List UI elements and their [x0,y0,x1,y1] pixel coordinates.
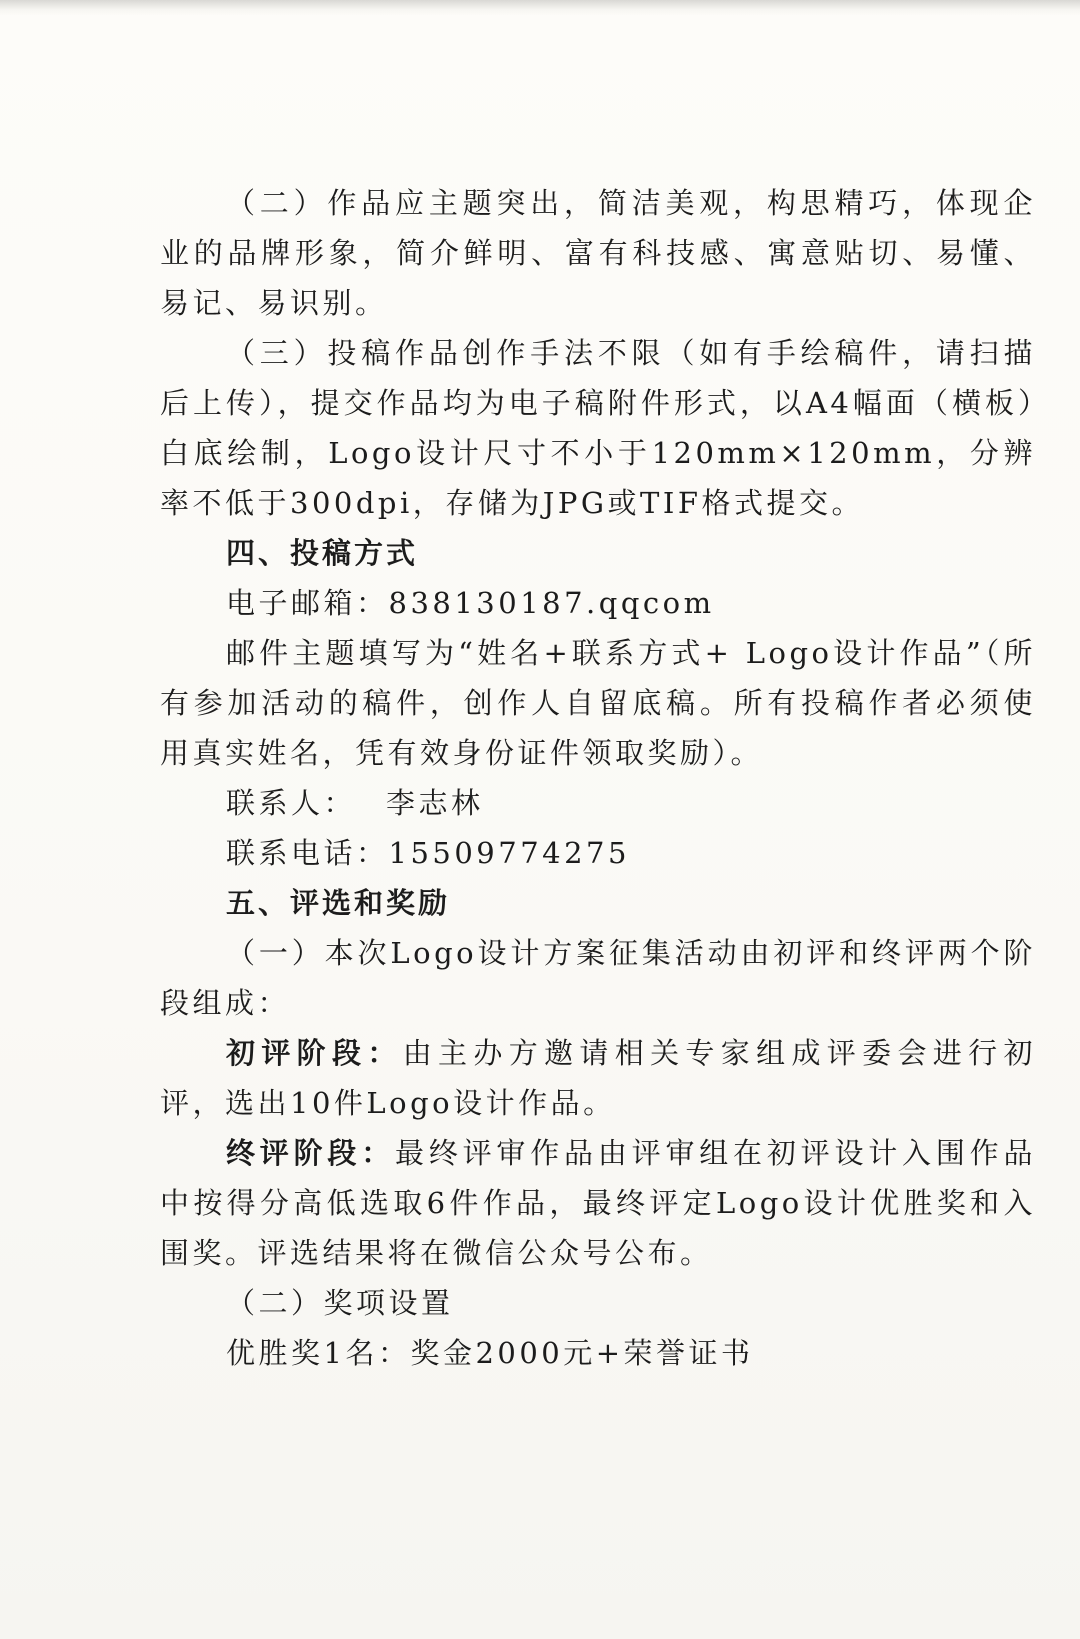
final-review-label: 终评阶段： [226,1136,396,1170]
initial-review-label: 初评阶段： [226,1036,403,1070]
paragraph-section3-item2: （二）作品应主题突出，简洁美观，构思精巧，体现企业的品牌形象，简介鲜明、富有科技感、寓意贴切、易懂、易记、易识别。 [160,186,1036,320]
final-review-paragraph [160,1128,1036,1278]
paragraph-section5-item2: （二）奖项设置 [226,1286,454,1320]
email-subject-paragraph: 邮件主题填写为“姓名+联系方式+ Logo设计作品”（所有参加活动的稿件，创作人自留底稿。所有投稿作者必须使用真实姓名，凭有效身份证件领取奖励）。 [160,636,1036,770]
scan-edge-shadow [0,0,1080,16]
phone-line: 联系电话：15509774275 [226,836,630,870]
section5-heading: 五、评选和奖励 [226,886,451,920]
contact-label: 联系人： [226,786,357,820]
email-line: 电子邮箱：838130187.qqcom [226,586,715,620]
final-review-text: 最终评审作品由评审组在初评设计入围作品中按得分高低选取6件作品，最终评定Logo设计优胜奖和入围奖。评选结果将在微信公众号公布。 [160,1136,1036,1270]
contact-name: 李志林 [386,786,484,820]
section4-heading: 四、投稿方式 [226,536,419,570]
initial-review-text: 由主办方邀请相关专家组成评委会进行初评，选出10件Logo设计作品。 [160,1036,1036,1120]
paragraph-section5-item1: （一）本次Logo设计方案征集活动由初评和终评两个阶段组成： [160,936,1036,1020]
award-line: 优胜奖1名：奖金2000元+荣誉证书 [226,1336,754,1370]
contact-line [160,778,1036,828]
paragraph-section3-item3: （三）投稿作品创作手法不限（如有手绘稿件，请扫描后上传），提交作品均为电子稿附件形式，以A4幅面（横板）白底绘制，Logo设计尺寸不小于120mm×120mm，分辨率不低于300dpi，存储为JPG或TIF格式提交。 [160,336,1036,520]
document-body [160,178,1036,1378]
initial-review-paragraph [160,1028,1036,1128]
